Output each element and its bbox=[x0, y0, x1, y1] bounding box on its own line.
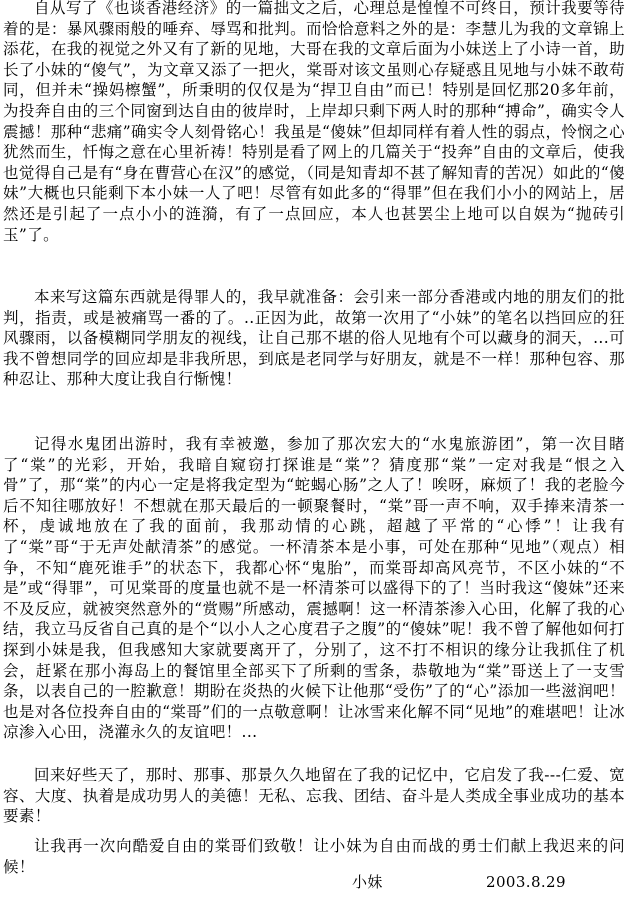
paragraph-4: 回来好些天了，那时、那事、那景久久地留在了我的记忆中，它启发了我---仁爱、宽容、大度、执着是成功男人的美德！无私、忘我、团结、奋斗是人类成全事业成功的基本要素！ bbox=[3, 766, 625, 826]
paragraph-2: 本来写这篇东西就是得罪人的，我早就准备：会引来一部分香港或内地的朋友们的批判，指责，或是被痛骂一番的了。..正因为此，故第一次用了“小妹”的笔名以挡回应的狂风骤雨，以备模糊同学朋友的视线，让自己那不堪的俗人见地有个可以藏身的洞天，...可我不曾想同学的回应却是非我所思，到底是老同学与好朋友，就是不一样！那种包容、那种忍让、那种大度让我自行惭愧！ bbox=[3, 288, 625, 389]
paragraph-1: 自从写了《也谈香港经济》的一篇拙文之后，心理总是惶惶不可终日，预计我要等待着的是：暴风骤雨般的唾弃、辱骂和批判。而恰恰意料之外的是：李慧儿为我的文章锦上添花，在我的视觉之外又有了新的见地，大哥在我的文章后面为小妹送上了小诗一首，助长了小妹的“傻气”，为文章又添了一把火，棠哥对该文虽则心存疑惑且见地与小妹不敢苟同，但并未“操妈檫蟹”，所秉明的仅仅是为“捍卫自由”而已！特别是回忆那20多年前，为投奔自由的三个同窗到达自由的彼岸时，上岸却只剩下两人时的那种“搏命”，确实令人震撼！那种“悲痛”确实令人刻骨铭心！我虽是“傻妹”但却同样有着人性的弱点，怜悯之心犹然而生，忏悔之意在心里祈祷！特别是看了网上的几篇关于“投奔”自由的文章后，使我也觉得自己是有“身在曹营心在汉”的感觉，（同是知青却不甚了解知青的苦况）如此的“傻妹”大概也只能剩下本小妹一人了吧！尽管有如此多的“得罪”但在我们小小的网站上，居然还是引起了一点小小的涟漪，有了一点回应，本人也甚罢尘上地可以自娱为“抛砖引玉”了。 bbox=[3, 0, 625, 244]
paragraph-3: 记得水鬼团出游时，我有幸被邀，参加了那次宏大的“水鬼旅游团”，第一次目睹了“棠”的光彩，开始，我暗自窥窃打探谁是“棠”？猜度那“棠”一定对我是“恨之入骨”了，那“棠”的内心一定是将我定型为“蛇蝎心肠”之人了！唉呀，麻烦了！我的老脸今后不知往哪放好！不想就在那天最后的一顿聚餐时，“棠”哥一声不响，双手捧来清茶一杯，虔诚地放在了我的面前，我那动情的心跳，超越了平常的“心悸”！让我有了“棠”哥“于无声处献清茶”的感觉。一杯清茶本是小事，可处在那种“见地”（观点）相争，不知“鹿死谁手”的状态下，我都心怀“鬼胎”，而棠哥却高风亮节，不区小妹的“不是”或“得罪”，可见棠哥的度量也就不是一杯清茶可以盛得下的了！当时我这“傻妹”还来不及反应，就被突然意外的“赏赐”所感动，震撼啊！这一杯清茶渗入心田，化解了我的心结，我立马反省自己真的是个“以小人之心度君子之腹”的“傻妹”呢！我不曾了解他如何打探到小妹是我，但我感知大家就要离开了，分别了，这不打不相识的缘分让我抓住了机会，赶紧在那小海岛上的餐馆里全部买下了所剩的雪条，恭敬地为“棠”哥送上了一支雪条，以表自己的一腔歉意！期盼在炎热的火候下让他那“受伤”了的“心”添加一些滋润吧！也是对各位投奔自由的“棠哥”们的一点敬意啊！让冰雪来化解不同“见地”的难堪吧！让冰凉渗入心田，浇灌永久的友谊吧！... bbox=[3, 435, 625, 742]
paragraph-5: 让我再一次向酷爱自由的棠哥们致敬！让小妹为自由而战的勇士们献上我迟来的问候！ bbox=[3, 837, 625, 876]
signature-name: 小妹 bbox=[352, 873, 383, 891]
signature-date: 2003.8.29 bbox=[486, 873, 566, 891]
